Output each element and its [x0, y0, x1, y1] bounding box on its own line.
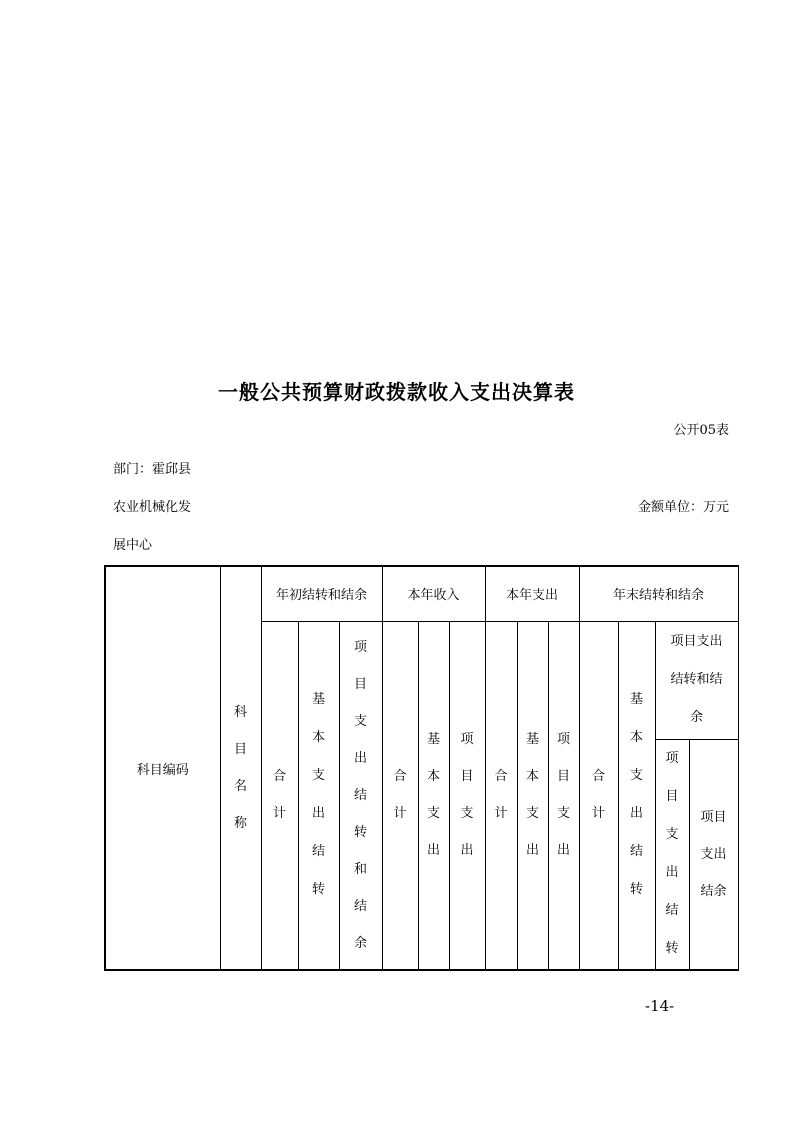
header-subject-name: 科 目 名 称 [220, 566, 261, 970]
header-subject-code: 科目编码 [105, 566, 220, 970]
header-group-year-expense: 本年支出 [485, 566, 579, 621]
amount-unit: 金额单位：万元 [637, 500, 729, 515]
header-expense-basic: 基 本 支 出 [517, 621, 548, 970]
header-income-basic: 基 本 支 出 [418, 621, 449, 970]
header-begin-project: 项 目 支 出 结 转 和 结 余 [339, 621, 382, 970]
header-expense-total: 合 计 [485, 621, 517, 970]
header-end-project-carry: 项 目 支 出 结 转 [655, 739, 689, 970]
budget-table [104, 565, 739, 971]
header-expense-project: 项 目 支 出 [548, 621, 579, 970]
page-number: -14- [645, 997, 675, 1015]
header-income-project: 项 目 支 出 [449, 621, 485, 970]
department-name-line1: 农业机械化发 [113, 500, 192, 515]
department-label: 部门：霍邱县 [113, 462, 192, 477]
form-number: 公开05表 [673, 423, 729, 438]
document-title: 一般公共预算财政拨款收入支出决算表 [218, 380, 575, 404]
header-income-total: 合 计 [382, 621, 418, 970]
department-name-line2: 展中心 [113, 538, 153, 553]
header-begin-total: 合 计 [261, 621, 298, 970]
header-group-begin-balance: 年初结转和结余 [261, 566, 382, 621]
header-end-total: 合 计 [579, 621, 618, 970]
header-group-end-balance: 年末结转和结余 [579, 566, 738, 621]
header-end-project-group: 项目支出 结转和结 余 [655, 621, 738, 739]
header-end-project-balance: 项目 支出 结余 [689, 739, 738, 970]
header-end-basic: 基 本 支 出 结 转 [618, 621, 655, 970]
header-begin-basic: 基 本 支 出 结 转 [298, 621, 339, 970]
header-group-year-income: 本年收入 [382, 566, 485, 621]
